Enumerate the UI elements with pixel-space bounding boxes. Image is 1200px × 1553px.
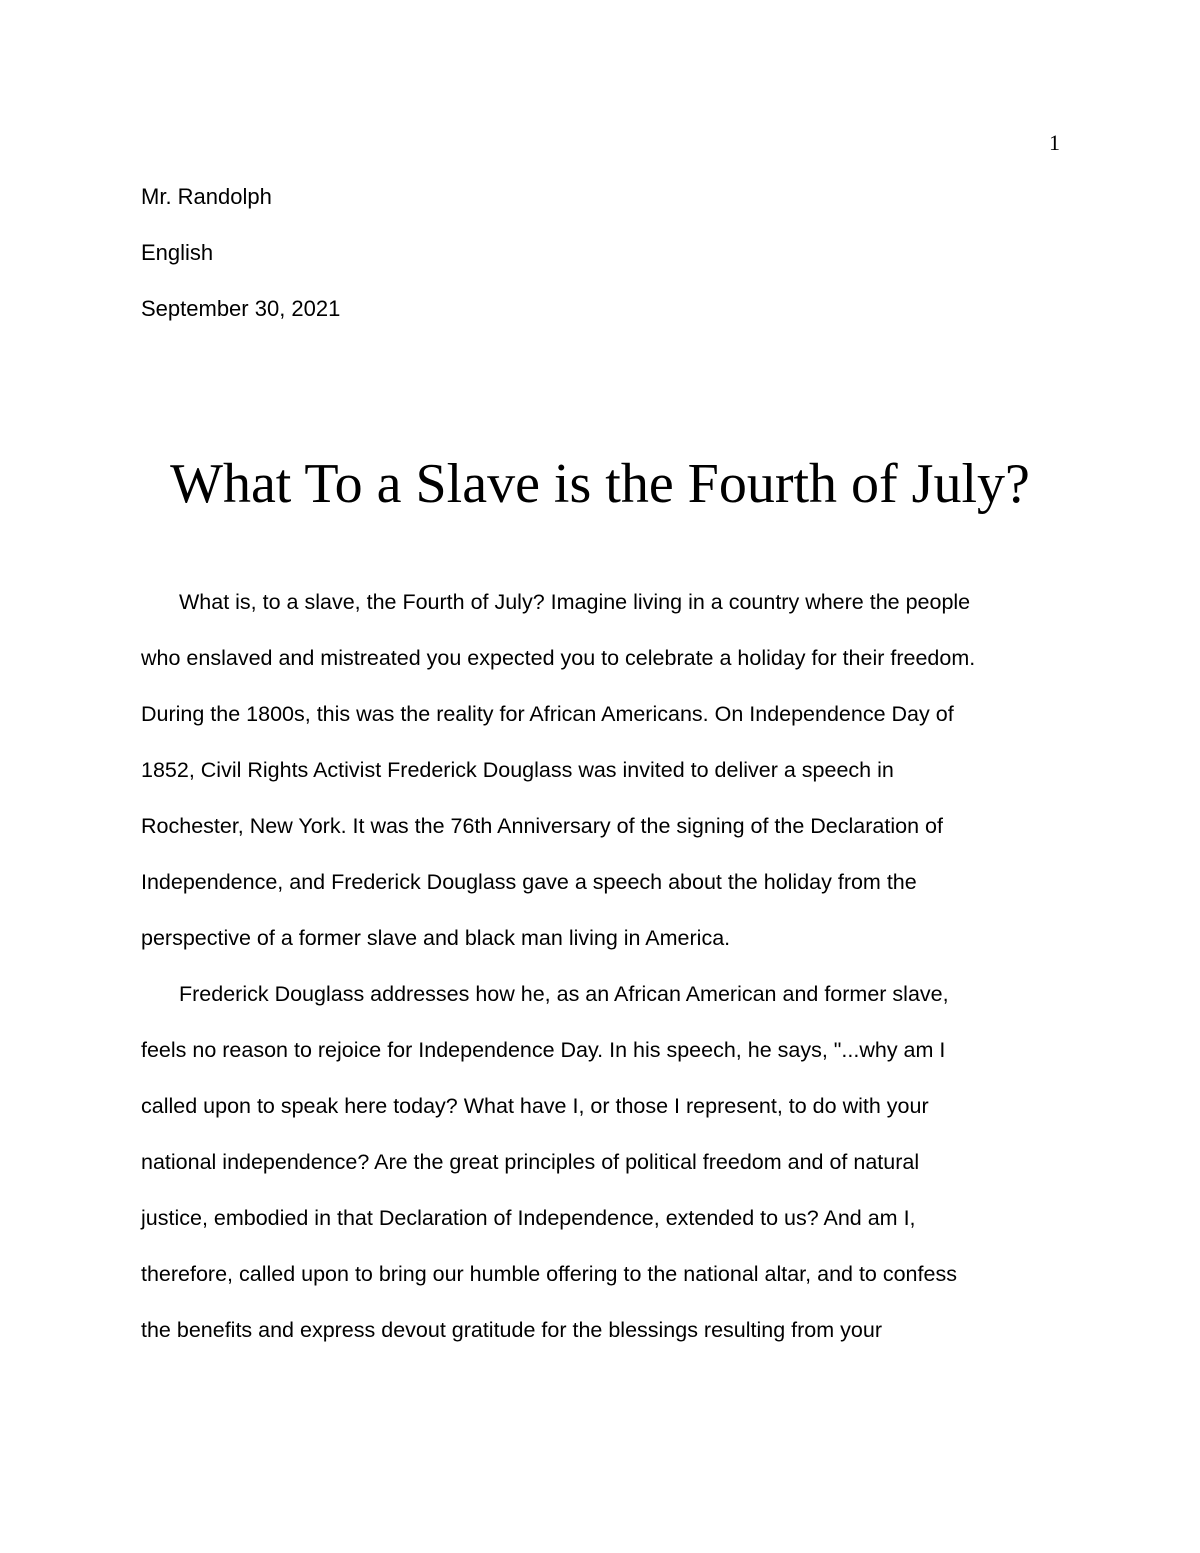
paragraph-1 <box>141 583 1061 975</box>
text-line: called upon to speak here today? What have I, or those I represent, to do with your <box>141 1094 929 1118</box>
text-line: Frederick Douglass addresses how he, as an African American and former slave, <box>179 982 949 1006</box>
text-line: justice, embodied in that Declaration of Independence, extended to us? And am I, <box>141 1206 916 1230</box>
text-line: 1852, Civil Rights Activist Frederick Douglass was invited to deliver a speech in <box>141 758 894 782</box>
text-line: the benefits and express devout gratitude for the blessings resulting from your <box>141 1318 882 1342</box>
text-line: perspective of a former slave and black man living in America. <box>141 926 731 950</box>
text-line: During the 1800s, this was the reality for African Americans. On Independence Day of <box>141 702 954 726</box>
essay-body <box>141 583 1061 1367</box>
page-number: 1 <box>1049 130 1060 155</box>
heading-block <box>141 181 340 349</box>
text-line: who enslaved and mistreated you expected you to celebrate a holiday for their freedom. <box>141 646 976 670</box>
text-line: Independence, and Frederick Douglass gave a speech about the holiday from the <box>141 870 917 894</box>
text-line: Rochester, New York. It was the 76th Anniversary of the signing of the Declaration of <box>141 814 943 838</box>
text-line: therefore, called upon to bring our humble offering to the national altar, and to confess <box>141 1262 957 1286</box>
text-line: national independence? Are the great principles of political freedom and of natural <box>141 1150 920 1174</box>
course-name: English <box>141 240 214 265</box>
document-title: What To a Slave is the Fourth of July? <box>170 453 1030 515</box>
document-date: September 30, 2021 <box>141 296 341 321</box>
text-line: feels no reason to rejoice for Independence Day. In his speech, he says, "...why am I <box>141 1038 946 1062</box>
teacher-name: Mr. Randolph <box>141 184 272 209</box>
paragraph-2 <box>141 975 1061 1367</box>
text-line: What is, to a slave, the Fourth of July? Imagine living in a country where the people <box>179 590 971 614</box>
